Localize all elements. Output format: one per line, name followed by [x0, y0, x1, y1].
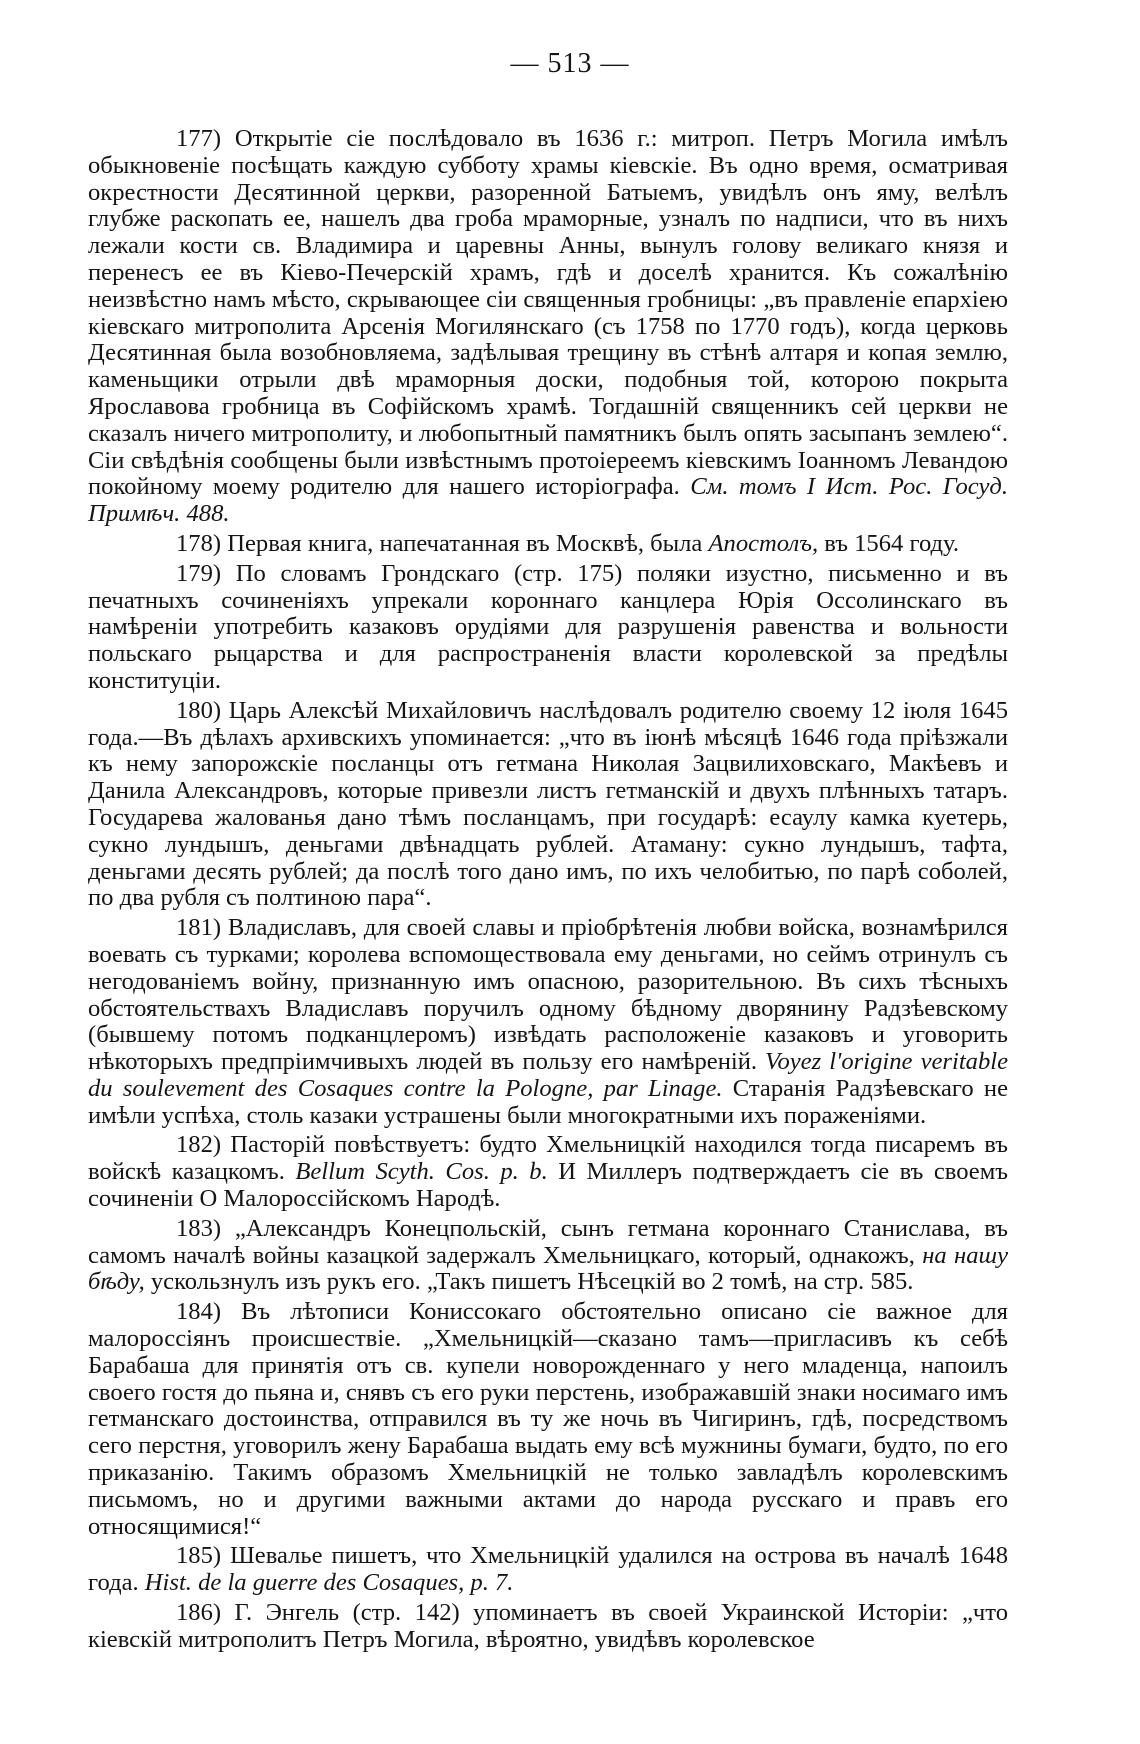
page-number: — 513 — [510, 48, 630, 79]
footnote-183: 183) „Александръ Конецпольскій, сынъ гетмана короннаго Станислава, въ самомъ началѣ войны казацкой задержалъ Хмельницкаго, который, однакожъ, на нашу бѣду, ускользнулъ изъ рукъ его. „Такъ пишетъ Нѣсецкій во 2 томѣ, на стр. 585. [88, 1214, 1008, 1296]
footnote-186: 186) Г. Энгель (стр. 142) упоминаетъ въ своей Украинской Исторіи: „что кіевскій митрополитъ Петръ Могила, вѣроятно, увидѣвъ королевское [88, 1599, 1008, 1653]
footnote-178: 178) Первая книга, напечатанная въ Москвѣ, была Апостолъ, въ 1564 году. [176, 529, 960, 557]
footnote-177: 177) Открытіе сіе послѣдовало въ 1636 г.: митроп. Петръ Могила имѣлъ обыкновеніе посѣщать каждую субботу храмы кіевскіе. Въ одно время, осматривая окрестности Десятинной церкви, разоренной Батыемъ, увидѣлъ онъ яму, велѣлъ глубже раскопать ее, нашелъ два гроба мраморные, узналъ по надписи, что въ нихъ лежали кости св. Владимира и царевны Анны, вынулъ голову великаго князя и перенесъ ее въ Кіево-Печерскій храмъ, гдѣ и доселѣ хранится. Къ сожалѣнію неизвѣстно намъ мѣсто, скрывающее сіи священныя гробницы: „въ правленіе епархіею кіевскаго митрополита Арсенія Могилянскаго (съ 1758 по 1770 годъ), когда церковь Десятинная была возобновляема, задѣлывая трещину въ стѣнѣ алтаря и копая землю, каменьщики отрыли двѣ мраморныя доски, подобныя той, которою покрыта Ярославова гробница въ Софійскомъ храмѣ. Тогдашній священникъ сей церкви не сказалъ ничего митрополиту, и любопытный памятникъ былъ опять засыпанъ землею“. Сіи свѣдѣнія сообщены были извѣстнымъ протоіереемъ кіевскимъ Іоанномъ Левандою покойному моему родителю для нашего исторіографа. См. томъ I Ист. Рос. Госуд. Примѣч. 488. [88, 125, 1008, 528]
footnote-181: 181) Владиславъ, для своей славы и пріобрѣтенія любви войска, вознамѣрился воевать съ турками; королева вспомоществовала ему деньгами, но сеймъ отринулъ съ негодованіемъ войну, признанную имъ опасною, разорительною. Въ сихъ тѣсныхъ обстоятельствахъ Владиславъ поручилъ одному бѣдному дворянину Радзѣевскому (бывшему потомъ подканцлеромъ) извѣдать расположеніе казаковъ и уговорить нѣкоторыхъ предпріимчивыхъ людей въ пользу его намѣреній. Voyez l'origine veritable du soulevement des Cosaques contre la Pologne, par Linage. Старанія Радзѣевскаго не имѣли успѣха, столь казаки устрашены были многократными ихъ пораженіями. [88, 914, 1008, 1129]
footnote-184: 184) Въ лѣтописи Кониссокаго обстоятельно описано сіе важное для малороссіянъ происшествіе. „Хмельницкій—сказано тамъ—пригласивъ къ себѣ Барабаша для принятія отъ св. купели новорожденнаго у него младенца, напоилъ своего гостя до пьяна и, снявъ съ его руки перстень, изображавшій знаки носимаго имъ гетманскаго достоинства, отправился въ ту же ночь въ Чигиринъ, гдѣ, посредствомъ сего перстня, уговорилъ жену Барабаша выдать ему всѣ мужнины бумаги, будто, по его приказанію. Такимъ образомъ Хмельницкій не только завладѣлъ королевскимъ письмомъ, но и другими важными актами до народа русскаго и правъ его относящимися!“ [88, 1298, 1008, 1540]
footnote-182: 182) Пасторій повѣствуетъ: будто Хмельницкій находился тогда писаремъ въ войскѣ казацкомъ. Bellum Scyth. Cos. p. b. И Миллеръ подтверждаетъ сіе въ своемъ сочиненіи О Малороссійскомъ Народѣ. [88, 1131, 1009, 1213]
footnote-185: 185) Шевалье пишетъ, что Хмельницкій удалился на острова въ началѣ 1648 года. Hist. de la guerre des Cosaques, p. 7. [88, 1542, 1008, 1597]
footnote-180: 180) Царь Алексѣй Михайловичъ наслѣдовалъ родителю своему 12 іюля 1645 года.—Въ дѣлахъ архивскихъ упоминается: „что въ іюнѣ мѣсяцѣ 1646 года пріѣзжали къ нему запорожскіе посланцы отъ гетмана Николая Зацвилиховскаго, Макѣевъ и Данила Александровъ, которые привезли листъ гетманскій и двухъ плѣнныхъ татаръ. Государева жалованья дано тѣмъ посланцамъ, при государѣ: есаулу камка куетерь, сукно лундышъ, деньгами двѣнадцать рублей. Атаману: сукно лундышъ, тафта, деньгами десять рублей; да послѣ того дано имъ, по ихъ челобитью, по парѣ соболей, по два рубля съ полтиною пара“. [88, 696, 1008, 912]
footnote-179: 179) По словамъ Грондскаго (стр. 175) поляки изустно, письменно и въ печатныхъ сочиненіяхъ упрекали короннаго канцлера Юрія Оссолинскаго въ намѣреніи употребить казаковъ орудіями для разрушенія равенства и вольности польскаго рыцарства и для распространенія власти королевской за предѣлы конституціи. [88, 559, 1008, 694]
footnotes-text [88, 126, 1008, 1657]
